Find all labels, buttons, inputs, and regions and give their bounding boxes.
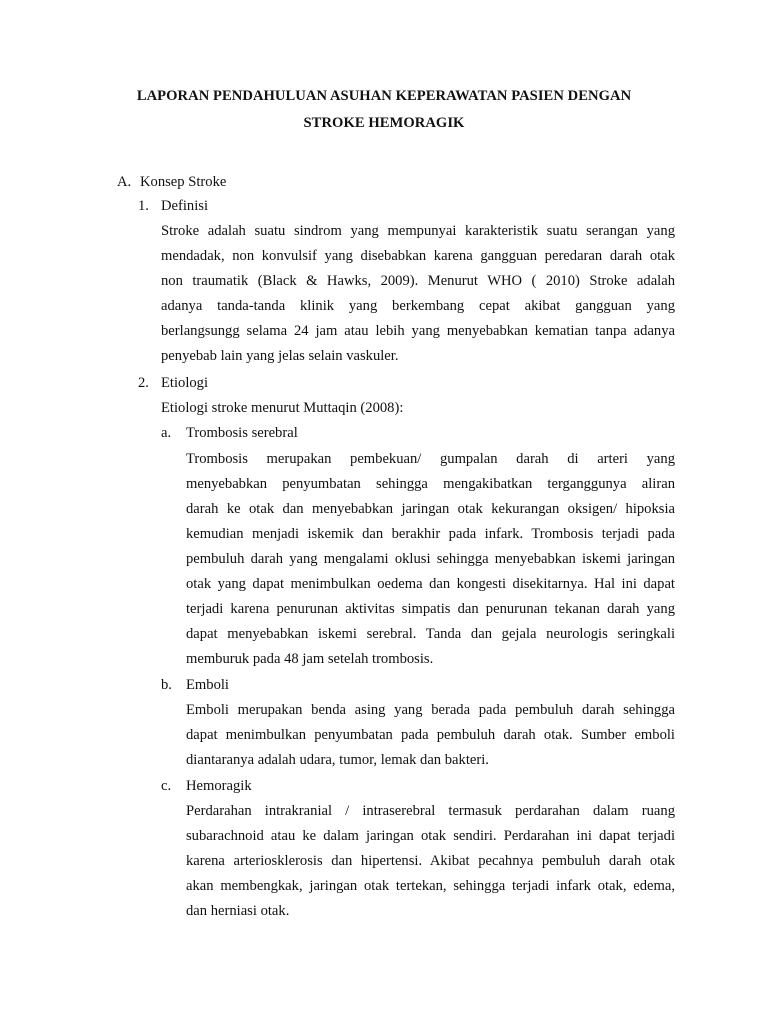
section-a-heading: Konsep Stroke <box>140 174 227 190</box>
definisi-line: Stroke adalah suatu sindrom yang mempunyai karakteristik suatu serangan yang <box>161 223 675 239</box>
item-c-line: dan herniasi otak. <box>186 903 290 919</box>
definisi-line: adanya tanda-tanda klinik yang berkembang cepat akibat gangguan yang <box>161 298 675 314</box>
etiologi-heading: Etiologi <box>161 375 209 391</box>
item-c-line: karena arteriosklerosis dan hipertensi. Akibat pecahnya pembuluh darah otak <box>186 853 675 869</box>
item-c-line: subarachnoid atau ke dalam jaringan otak sendiri. Perdarahan ini dapat terjadi <box>186 828 675 844</box>
document-title-line-2: STROKE HEMORAGIK <box>303 115 465 131</box>
item-a-heading: Trombosis serebral <box>186 425 298 441</box>
item-a-line: dapat menyebabkan iskemi serebral. Tanda dan gejala neurologis seringkali <box>186 626 675 642</box>
item-b-heading: Emboli <box>186 677 229 693</box>
definisi-line: berlangsungg selama 24 jam atau lebih yang menyebabkan kematian tanpa adanya <box>161 323 675 339</box>
item-c-line: akan membengkak, jaringan otak tertekan, sehingga terjadi infark otak, edema, <box>186 878 675 894</box>
item-b-line: dapat menimbulkan penyumbatan pada pembuluh darah otak. Sumber emboli <box>186 727 675 743</box>
item-c-heading: Hemoragik <box>186 778 252 794</box>
item-b-line: Emboli merupakan benda asing yang berada pada pembuluh darah sehingga <box>186 702 675 718</box>
definisi-heading: Definisi <box>161 198 209 214</box>
item-b-line: diantaranya adalah udara, tumor, lemak dan bakteri. <box>186 752 489 768</box>
definisi-line: mendadak, non konvulsif yang disebabkan karena gangguan peredaran darah otak <box>161 248 675 264</box>
definisi-marker: 1. <box>138 198 149 214</box>
definisi-line: penyebab lain yang jelas selain vaskuler. <box>161 348 399 364</box>
etiologi-marker: 2. <box>138 375 149 391</box>
item-a-line: darah ke otak dan menyebabkan jaringan otak kekurangan oksigen/ hipoksia <box>186 501 675 517</box>
item-c-line: Perdarahan intrakranial / intraserebral termasuk perdarahan dalam ruang <box>186 803 675 819</box>
etiologi-intro: Etiologi stroke menurut Muttaqin (2008): <box>161 400 404 416</box>
document-title-line-1: LAPORAN PENDAHULUAN ASUHAN KEPERAWATAN PASIEN DENGAN <box>136 88 632 104</box>
item-a-line: otak yang dapat menimbulkan oedema dan kongesti disekitarnya. Hal ini dapat <box>186 576 675 592</box>
item-c-marker: c. <box>161 778 172 794</box>
item-a-line: terjadi karena penurunan aktivitas simpatis dan penurunan tekanan darah yang <box>186 601 675 617</box>
definisi-line: non traumatik (Black & Hawks, 2009). Menurut WHO ( 2010) Stroke adalah <box>161 273 675 289</box>
section-a-marker: A. <box>117 174 132 190</box>
item-a-line: kemudian menjadi iskemik dan berakhir pada infark. Trombosis terjadi pada <box>186 526 675 542</box>
item-a-marker: a. <box>161 425 172 441</box>
item-a-line: memburuk pada 48 jam setelah trombosis. <box>186 651 434 667</box>
item-a-line: pembuluh darah yang mengalami oklusi sehingga menyebabkan iskemi jaringan <box>186 551 675 567</box>
item-a-line: Trombosis merupakan pembekuan/ gumpalan darah di arteri yang <box>186 451 675 467</box>
item-a-line: menyebabkan penyumbatan sehingga mengakibatkan terganggunya aliran <box>186 476 675 492</box>
item-b-marker: b. <box>161 677 172 693</box>
